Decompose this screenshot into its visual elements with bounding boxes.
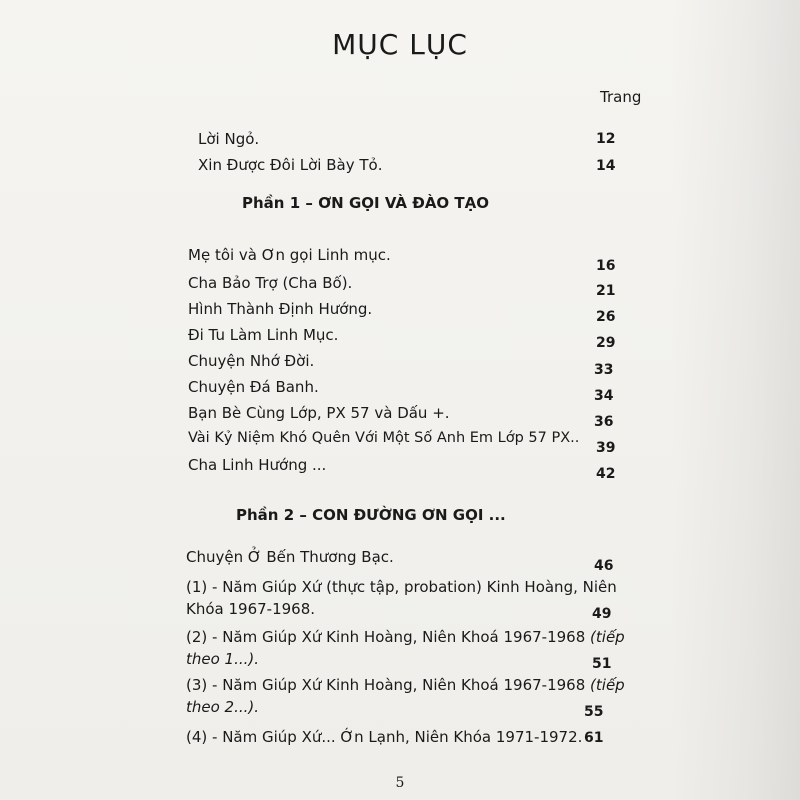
toc-page-number: 55 — [584, 704, 604, 720]
part-heading: Phần 1 – ƠN GỌI VÀ ĐÀO TẠO — [242, 194, 489, 212]
toc-entry: Chuyện Đá Banh. — [188, 378, 319, 396]
toc-entry: Bạn Bè Cùng Lớp, PX 57 và Dấu +. — [188, 404, 450, 422]
toc-page-number: 26 — [596, 309, 616, 325]
toc-page-number: 12 — [596, 131, 616, 147]
toc-entry-italic: (tiếp — [590, 628, 625, 646]
toc-page-number: 49 — [592, 606, 612, 622]
page-title: MỤC LỤC — [332, 28, 468, 61]
toc-page-number: 39 — [596, 440, 616, 456]
toc-page-number: 29 — [596, 335, 616, 351]
toc-entry — [186, 628, 625, 646]
toc-page-number: 36 — [594, 414, 614, 430]
toc-entry-italic: (tiếp — [590, 676, 625, 694]
toc-page-number: 34 — [594, 388, 614, 404]
toc-page-number: 33 — [594, 362, 614, 378]
toc-page-number: 16 — [596, 258, 616, 274]
toc-entry: (4) - Năm Giúp Xứ... Ớn Lạnh, Niên Khóa 1971-1972. — [186, 728, 583, 746]
toc-page-number: 21 — [596, 283, 616, 299]
toc-entry-text: (3) - Năm Giúp Xứ Kinh Hoàng, Niên Khoá 1967-1968 — [186, 676, 586, 694]
toc-entry: Cha Bảo Trợ (Cha Bố). — [188, 274, 353, 292]
toc-entry-continuation — [186, 650, 259, 668]
toc-entry-italic: theo 1...). — [186, 650, 260, 668]
toc-entry: Đi Tu Làm Linh Mục. — [188, 326, 339, 344]
toc-entry: Chuyện Ở Bến Thương Bạc. — [186, 548, 394, 566]
toc-entry: Hình Thành Định Hướng. — [188, 300, 373, 318]
toc-page-number: 51 — [592, 656, 612, 672]
toc-entry-text: (2) - Năm Giúp Xứ Kinh Hoàng, Niên Khoá 1967-1968 — [186, 628, 586, 646]
toc-page-number: 42 — [596, 466, 616, 482]
toc-entry: Mẹ tôi và Ơn gọi Linh mục. — [188, 246, 391, 264]
toc-entry: Lời Ngỏ. — [198, 130, 260, 148]
toc-page-number: 46 — [594, 558, 614, 574]
toc-page-number: 14 — [596, 158, 616, 174]
toc-page-number: 61 — [584, 730, 604, 746]
toc-entry: Vài Kỷ Niệm Khó Quên Với Một Số Anh Em Lớp 57 PX.. — [188, 430, 580, 446]
page-number: 5 — [395, 775, 405, 791]
toc-entry: Chuyện Nhớ Đời. — [188, 352, 315, 370]
toc-entry-continuation — [186, 698, 259, 716]
toc-entry-continuation: Khóa 1967-1968. — [186, 600, 316, 618]
toc-entry: Cha Linh Hướng ... — [188, 456, 327, 474]
toc-entry-italic: theo 2...). — [186, 698, 260, 716]
page-shadow — [670, 0, 800, 800]
page-column-header: Trang — [600, 88, 642, 106]
toc-entry: (1) - Năm Giúp Xứ (thực tập, probation) Kinh Hoàng, Niên — [186, 578, 617, 596]
toc-entry: Xin Được Đôi Lời Bày Tỏ. — [198, 156, 383, 174]
toc-entry — [186, 676, 625, 694]
part-heading: Phần 2 – CON ĐƯỜNG ƠN GỌI ... — [236, 506, 506, 524]
